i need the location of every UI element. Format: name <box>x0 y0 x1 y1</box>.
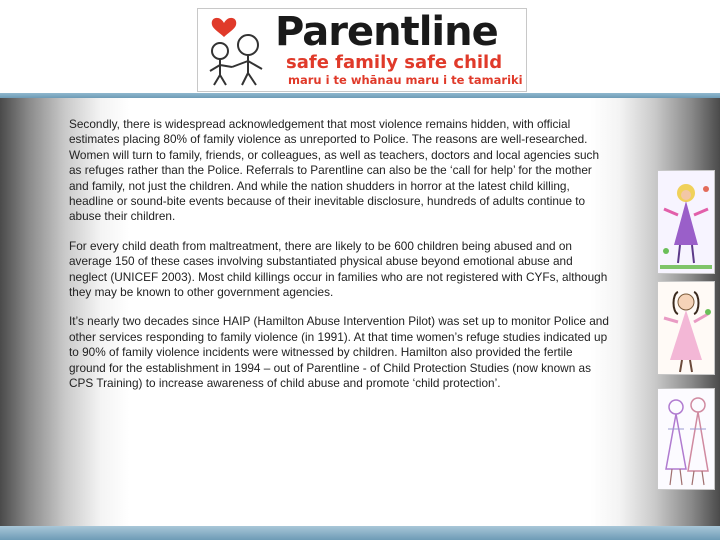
parentline-logo <box>197 8 527 92</box>
child-drawing-2 <box>657 281 715 375</box>
child-drawing-3 <box>657 388 715 490</box>
logo-title: Parentline <box>275 9 498 55</box>
logo-tagline: safe family safe child <box>286 52 503 73</box>
header-divider <box>0 93 720 98</box>
paragraph-1: Secondly, there is widespread acknowledgement that most violence remains hidden, with official estimates placing 80% of family violence as unreported to Police. The reasons are well-researched. Women will turn to family, friends, or colleagues, as well as teachers, doctors and local agencies such as refuges rather than the Police. Referrals to Parentline can also be the ‘call for help’ for the mother and family, not just the children. And while the nation shudders in horror at the latest child killing, headline or sound-bite events because of their inevitable disclosure, hundreds of adults continue to abuse their children. <box>69 117 600 224</box>
footer-bar <box>0 526 720 540</box>
paragraph-3: It’s nearly two decades since HAIP (Hamilton Abuse Intervention Pilot) was set up to monitor Police and other services responding to family violence (in 1991). At that time women’s refuge studies indicated up to 90% of family violence incidents were witnessed by children. Hamilton also provided the fertile ground for the establishment in 1994 – out of Parentline - of Child Protection Studies (now known as CPS Training) to increase awareness of child abuse and promote ‘child protection’. <box>69 314 609 391</box>
body-text <box>69 117 609 406</box>
child-drawing-1 <box>657 170 715 274</box>
paragraph-2: For every child death from maltreatment, there are likely to be 600 children being abused and on average 150 of these cases involving substantiated physical abuse beyond emotional abuse and neglect (UNICEF 2003). Most child killings occur in families who are not registered with CYFs, although they may be known to other government agencies. <box>69 238 608 300</box>
children-heart-icon <box>202 13 274 87</box>
logo-maori-tagline: maru i te whānau maru i te tamariki <box>288 73 523 87</box>
